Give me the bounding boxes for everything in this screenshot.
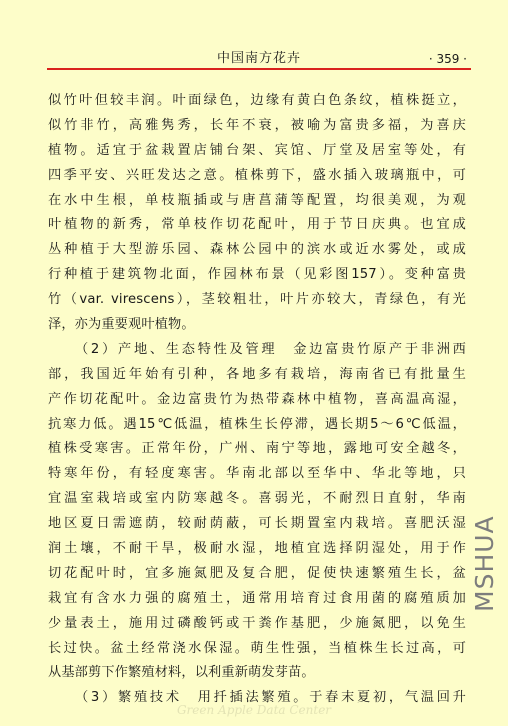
text-line: 竹（var. virescens），茎较粗壮，叶片亦较大，青绿色，有光 (48, 292, 466, 308)
text-line: 丛种植于大型游乐园、森林公园中的滨水或近水雾处，或成 (48, 242, 466, 258)
text-line: 行种植于建筑物北面，作园林布景（见彩图157）。变种富贵 (48, 267, 466, 283)
text-line: 栽宜有含水力强的腐殖土，通常用培育过食用菌的腐殖质加 (48, 590, 466, 606)
text-line: 四季平安、兴旺发达之意。植株剪下，盛水插入玻璃瓶中，可 (48, 167, 466, 183)
text-line: 长过快。盆土经常浇水保湿。萌生性强，当植株生长过高，可 (48, 640, 466, 656)
text-line: 部，我国近年始有引种，各地多有栽培，海南省已有批量生 (48, 366, 466, 382)
text-line: 少量表土，施用过磷酸钙或干粪作基肥，少施氮肥，以免生 (48, 615, 466, 631)
text-line: 产作切花配叶。金边富贵竹为热带森林中植物，喜高温高湿， (48, 391, 466, 407)
section-heading-line: （2）产地、生态特性及管理 金边富贵竹原产于非洲西 (75, 341, 466, 357)
header-title: 中国南方花卉 (216, 51, 301, 66)
text-line: 叶植物的新秀，常单枝作切花配叶，用于节日庆典。也宜成 (48, 217, 466, 233)
body-text (48, 89, 466, 711)
text-line: 从基部剪下作繁殖材料，以利重新萌发芽苗。 (48, 665, 315, 681)
text-line: 宜温室栽培或室内防寒越冬。喜弱光，不耐烈日直射，华南 (48, 491, 466, 507)
text-line: 抗寒力低。遇15℃低温，植株生长停滞，遇长期5～6℃低温， (48, 416, 466, 432)
running-header (47, 50, 471, 68)
text-line: 润土壤，不耐干旱，极耐水湿，地植宜选择阴湿处，用于作 (48, 541, 466, 557)
side-watermark: MSHUA (470, 515, 499, 612)
text-line: 似竹非竹，高雅隽秀，长年不衰，被喻为富贵多福，为喜庆 (48, 117, 466, 133)
text-line: 植物。适宜于盆栽置店铺台架、宾馆、厅堂及居室等处，有 (48, 142, 466, 158)
section-heading-line: （3）繁殖技术 用扦插法繁殖。于春末夏初，气温回升 (75, 690, 466, 706)
bottom-watermark: Green Apple Data Center (176, 703, 332, 717)
text-line: 植株受寒害。正常年份，广州、南宁等地，露地可安全越冬， (48, 441, 466, 457)
text-line: 似竹叶但较丰润。叶面绿色，边缘有黄白色条纹，植株挺立， (48, 93, 466, 108)
text-line: 地区夏日需遮荫，较耐荫蔽，可长期置室内栽培。喜肥沃湿 (48, 516, 466, 532)
header-rule (47, 68, 471, 70)
text-line: 切花配叶时，宜多施氮肥及复合肥，促使快速繁殖生长，盆 (48, 565, 466, 581)
text-line: 泽，亦为重要观叶植物。 (48, 317, 195, 333)
text-line: 在水中生根，单枝瓶插或与唐菖蒲等配置，均很美观，为观 (48, 192, 466, 208)
text-line: 特寒年份，有轻度寒害。华南北部以至华中、华北等地，只 (48, 466, 466, 482)
page-number: · 359 · (428, 52, 467, 66)
